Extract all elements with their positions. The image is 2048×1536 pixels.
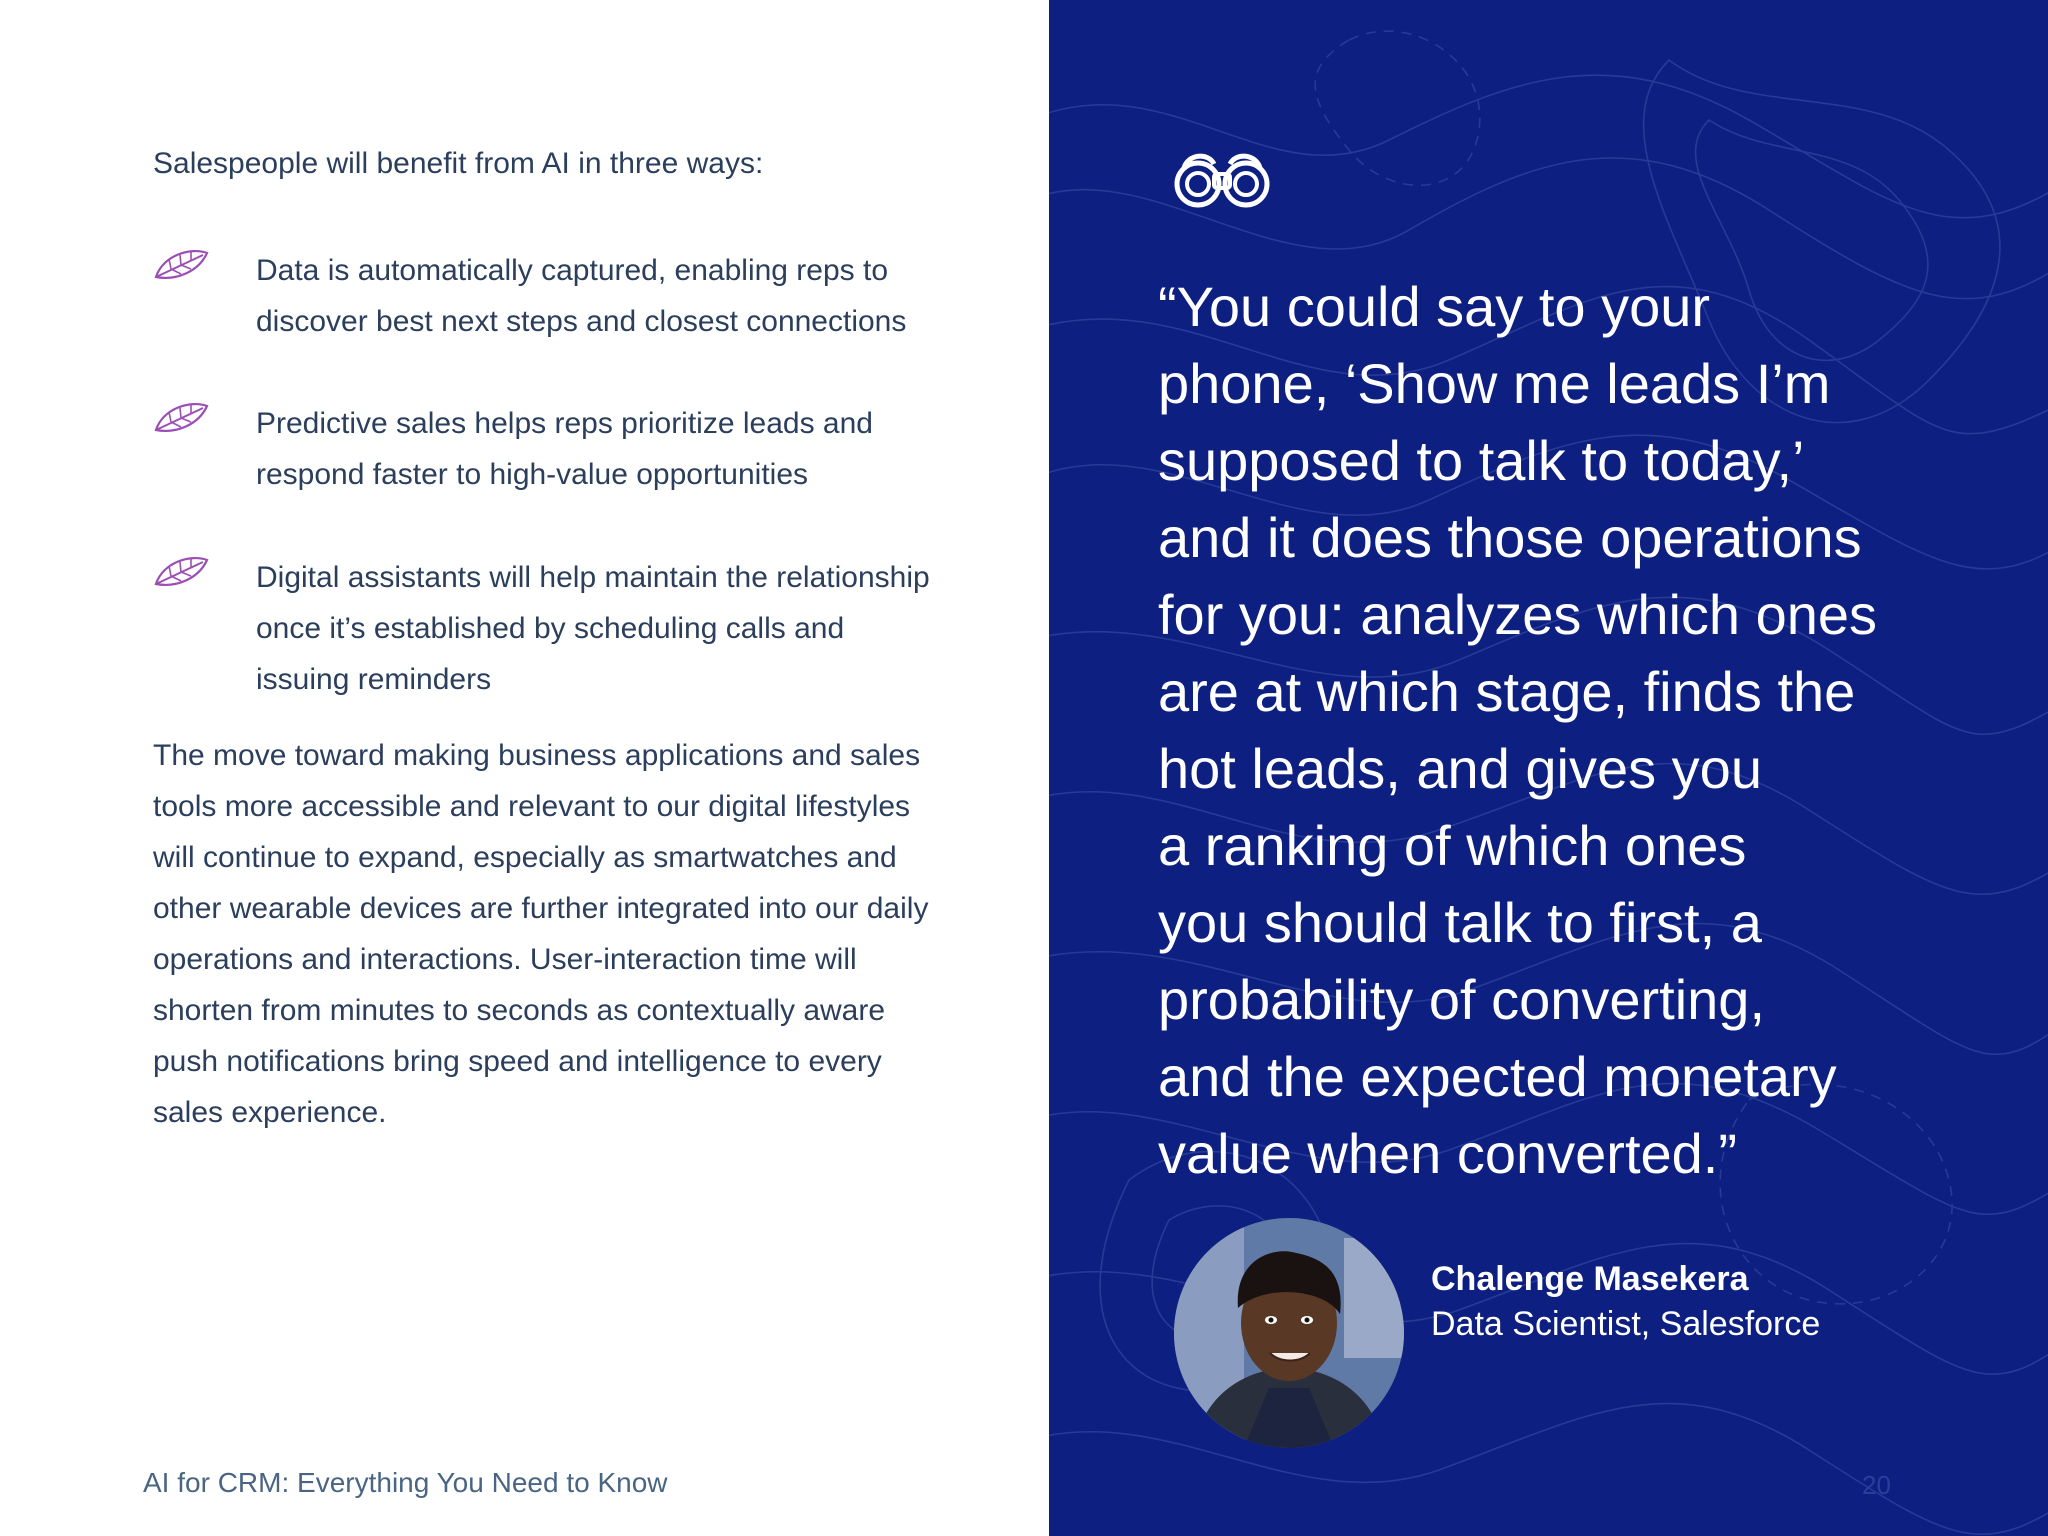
body-paragraph: The move toward making business applications and sales tools more accessible and relevant to our digital lifestyles will continue to expand, especially as smartwatches and other wearable devices are further integrated into our daily operations and interactions. User-interaction time will shorten from minutes to seconds as contextually aware push notifications bring speed and intelligence to every sales experience. bbox=[153, 739, 929, 1129]
person-name: Chalenge Masekera bbox=[1431, 1260, 1749, 1298]
avatar-portrait bbox=[1174, 1218, 1404, 1448]
page-number: 20 bbox=[1862, 1470, 1891, 1500]
bullet-text: Data is automatically captured, enabling reps to discover best next steps and closest connections bbox=[256, 254, 907, 338]
bullet-text: Digital assistants will help maintain the relationship once it’s established by scheduling calls and issuing reminders bbox=[256, 561, 930, 696]
person-role: Data Scientist, Salesforce bbox=[1431, 1305, 1821, 1343]
quote-text: “You could say to your phone, ‘Show me leads I’m supposed to talk to today,’ and it does those operations for you: analyzes which ones are at which stage, finds the hot leads, and gives you a ranking of which ones you should talk to first, a probability of converting, and the expected monetary value when converted.” bbox=[1158, 275, 1878, 1185]
document-footer-title: AI for CRM: Everything You Need to Know bbox=[143, 1467, 668, 1498]
avatar bbox=[1174, 1218, 1404, 1448]
quote-panel bbox=[1049, 0, 2048, 1536]
leaf-icon bbox=[153, 554, 209, 590]
intro-text: Salespeople will benefit from AI in three ways: bbox=[153, 147, 764, 180]
bullet-text: Predictive sales helps reps prioritize leads and respond faster to high-value opportunities bbox=[256, 407, 873, 491]
leaf-icon bbox=[153, 247, 209, 283]
leaf-icon bbox=[153, 400, 209, 436]
binoculars-icon bbox=[1174, 148, 1270, 210]
